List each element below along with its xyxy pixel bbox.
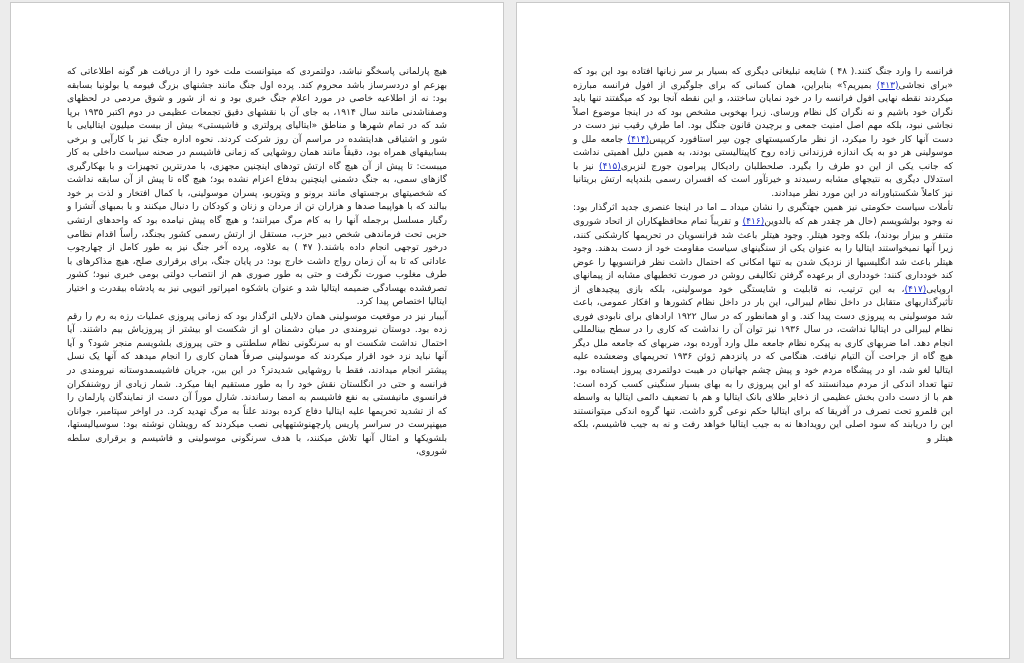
- paragraph-text: و تقریباً تمام محافظهکاران از اتحاد شوروی متنفر و بیزار بودند)، بلکه وجود هیتلر. وجود هیتلر باعث شد فرانسویان در تحریمها کارشکنی کنند، زیرا آنها نمیخواستند ایتالیا را به عنوان یکی از سنگینهای سیاست مقاومت خود از دست بدهند. وجود هیتلر باعث شد انگلیسیها از نزدیک شدن به تنها امکانی که احتمال داشت نظر فرانسویها را عوض کند خودداری کنند: خودداری از برعهده گرفتن تکالیفی روشن در صورت تخطیهای مشابه از پیمانهای اروپایی: [573, 217, 953, 295]
- paragraph-text: ، به این ترتیب، نه قابلیت و شایستگی خود موسولینی، بلکه بازی پیچیدهای از تأثیرگذاریهای متقابل در داخل نظام لیبرالی، این بار در داخل نظام کشورها و افکار عمومی، باعث شد موسولینی به پیروزی دست پیدا کند. و او همانطور که در سال ۱۹۲۲ ارادهای برای نابودی فوری نظام لیبرالی در ایتالیا نداشت، در سال ۱۹۳۶ نیز توان آن را نداشت که کاری را در سطح بینالمللی انجام دهد. اما ضربهای کاری به پیکره نظام جامعه ملل وارد آورده بود، ضربهای که جامعه ملل دیگر هیچ گاه از جراحت آن التیام نیافت. هنگامی که در پانزدهم ژوئن ۱۹۳۶ تحریمهای وضعشده علیه ایتالیا لغو شد، او در پیشگاه مردم خود و پیش چشم جهانیان در هیبت دولتمردی پیروز ایستاده بود. تنها تعداد اندکی از مردم میدانستند که او این پیروزی را به بهای بسیار سنگینی کسب کرده است: هم با از دست دادن بخش عظیمی از ذخایر طلای بانک ایتالیا و هم با تضعیف دائمی ایتالیا به واسطه این قلمرو تحت تصرف در آفریقا که برای ایتالیا حکم نوعی گرو داشت. تنها گروه اندکی میتوانستند این را دریابند که سود اصلی این رویدادها نه به جیب ایتالیا خواهد رفت و نه به جیب فاشیسم، بلکه هیتلر و: [573, 284, 953, 444]
- paragraph-text: بمیریم؟» بنابراین، همان کسانی که برای جلوگیری از افول فرانسه مبارزه میکردند نقطه نهایی افول فرانسه را در خود نمایان ساختند، و این نقطه آنجا بود که میگفتند تنها باید نگران خود باشیم و نه نگران کل نظام ورسای. زیرا بهخوبی مشخص بود که در اینجا موضوع اصلاً نجاشی نبود، بلکه مهم اصل امنیت جمعی و برچیدن قانون جنگل بود. اما طرفِ رقیب نیز دست در دست آنها کار خود را میکرد، از نظر مارکسیستهای چون سِر استافورد کریپس: [573, 80, 953, 145]
- paragraph: [67, 66, 447, 310]
- footnote-link[interactable]: (۴۱۴): [627, 134, 650, 145]
- paragraph-text: فرانسه را وارد جنگ کنند.( ۴۸ ) شایعه تبلیغاتی دیگری که بسیار بر سر زبانها افتاده بود این بود که «برای نجاشی: [573, 67, 953, 91]
- paragraph: [573, 202, 953, 446]
- footnote-link[interactable]: (۴۱۷): [904, 284, 927, 295]
- left-page: [10, 2, 504, 659]
- right-page: [516, 2, 1010, 659]
- paragraph: [573, 66, 953, 201]
- paragraph: [67, 311, 447, 460]
- paragraph-text: هیچ پارلمانی پاسخگو نباشد، دولتمردی که میتوانست ملت خود را از دریافت هر گونه اطلاعاتی که بهزعم او دردسرساز باشد محروم کند. پرده اول جنگ مانند جشنهای بزرگ فیومه یا بولونیا بسابقه بود: نه از اطلاعیه خاصی در مورد اعلام جنگ خبری بود و نه از شور و شوق مردمی در لحظهای وصفناشدنی مانند سال ۱۹۱۴، به جای آن با نقشهای دقیق تجمعات عظیمی در دوم اکتبر ۱۹۳۵ برپا شد که در تمام شهرها و مناطق «ایتالیای پرولتری و فاشیستی» بیش از بیست میلیون ایتالیایی با شور و اشتیاقی هدایتشده در مراسم آن روز شرکت کردند. نحوه اداره جنگ نیز با کارآیی و برخی بسابیقهای همراه بود، دقیقاً مانند همان روشهایی که زمانی فاشیسم در صحنه سیاست داخلی به کار میبست: تا پیش از آن هیچ گاه ارتش تودهای اینچنین مجهزی، با مدرنترین تجهیزات و با بهکارگیری گازهای سمی، به جنگ دشمنی اینچنین بدفاع اعزام نشده بود؛ هیچ گاه تا پیش از آن سابقه نداشت که شخصیتهای برجستهای مانند برونو و ویتوریو، پسران موسولینی، با کمال افتخار و لذت بر خود ببالند که با هواپیما صدها و هزاران تن از مردان و زنان و کودکان را دنبال میکنند و با بمبهای آتشزا و رگبار مسلسل برجمله آنها را به کام مرگ میرانند؛ و هیچ گاه پیش نیامده بود که واحدهای ارتشی حزبی تحت فرماندهی شخص دبیر حزب، مستقل از ارتش رسمی کشور بجنگد، رأساً اقدام نظامی درخور توجهی انجام داده باشند.( ۴۷ ) به علاوه، پرده آخر جنگ نیز به طور کامل از چهارچوب عاداتی که تا به آن زمان رواج داشت خارج بود: در پایان جنگ، برای برقراری صلح، هیچ مذاکرهای با طرف مغلوب صورت نگرفت و حتی به طور صوری هم از انتصاب دولتی بومی خبری نبود؛ کشور تصرفشده بهسادگی ضمیمه ایتالیا شد و عنوان باشکوه امپراتور اتیوپی نیز به پادشاه بیقدرت و اختیار ایتالیا اختصاص پیدا کرد.: [67, 67, 447, 308]
- footnote-link[interactable]: (۴۱۶): [742, 217, 765, 228]
- footnote-link[interactable]: (۴۱۳): [876, 80, 899, 91]
- paragraph-text: آبیبار نیز در موقعیت موسولینی همان دلایلی اثرگذار بود که زمانی پیروزی عملیات رزه به رم را رقم زده بود. دوستان نیرومندی در میان دشمنان او از شکست او بیشتر از پیروزیاش بیم داشتند. آیا احتمال نداشت شکست او به سرنگونی نظام سلطنتی و حتی پیروزی بلشویسم منجر شود؟ و آیا آنها نباید نزد خود اقرار میکردند که موسولینی صرفاً همان کاری را انجام میدهد که آنها یک نسل پیشتر انجام میدادند، فقط با روشهایی شدیدتر؟ در این بین، جریان فاشیسمدوستانه نیرومندی در فرانسه و حتی در انگلستان نقش خود را به طور مستقیم ایفا میکرد. شمار زیادی از روشنفکران فرانسوی مانیفستی به نفع فاشیسم به امضا رساندند. شارل موراً آن دست از نمایندگان پارلمان را که از تشدید تحریمها علیه ایتالیا دفاع کرده بودند علناً به مرگ تهدید کرد. در اواخر سپتامبر، جوانان میهنپرست در سراسر پاریس پارچهنوشتههایی نصب میکردند که رویشان نوشته بود: سوسیالیستها، بلشویکها و امثال آنها تلاش میکنند، با هدف سرنگونی موسولینی و فاشیسم و برقراری سلطه شوروی،: [67, 311, 447, 458]
- paragraph-text: نیز با استدلال دیگری به نتیجهای مشابه رسیدند و خیرتآور است که افسران رسمی بلندپایه ارتش بریتانیا نیز کاملاً شکستباورانه در این مورد نظر میدادند.: [573, 161, 953, 199]
- paragraph-text: جامعه ملل و موسولینی هر دو به یک اندازه فرزندانی زاده روح کاپیتالیستی بودند، به همین دلیل اهمیتی نداشت که جانب یکی از این دو طرف را بگیرد. صلحطلبان رادیکال پیرامون جورج لنزبری: [573, 134, 953, 172]
- right-page-text: [573, 66, 953, 446]
- footnote-link[interactable]: (۴۱۵): [599, 161, 621, 172]
- paragraph-text: تأملات سیاست حکومتی نیز همین جهتگیری را نشان میداد ــ اما در اینجا عنصری جدید اثرگذار بود: نه وجود بولشویسم (حال هر چقدر هم که بالدوین: [573, 203, 953, 228]
- left-page-text: [67, 66, 447, 460]
